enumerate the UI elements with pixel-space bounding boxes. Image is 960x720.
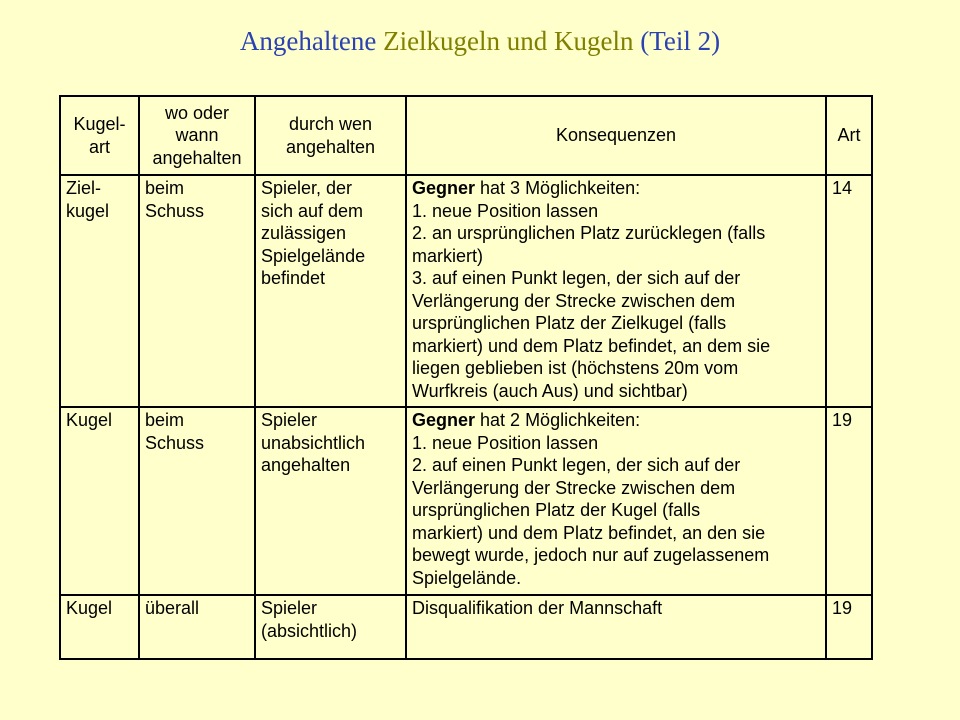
cell-durch-wen: Spieler unabsichtlich angehalten bbox=[255, 407, 406, 595]
title-part-3: (Teil 2) bbox=[640, 26, 721, 56]
konsequenzen-rest: hat 2 Möglichkeiten: bbox=[475, 410, 641, 430]
header-kugelart: Kugel- art bbox=[60, 96, 139, 175]
cell-kugelart: Ziel- kugel bbox=[60, 175, 139, 407]
cell-konsequenzen bbox=[406, 407, 826, 595]
cell-kugelart: Kugel bbox=[60, 595, 139, 659]
cell-art: 19 bbox=[826, 595, 872, 659]
cell-wo-wann: beim Schuss bbox=[139, 407, 255, 595]
konsequenzen-text: Disqualifikation der Mannschaft bbox=[412, 598, 663, 618]
cell-art: 19 bbox=[826, 407, 872, 595]
konsequenzen-text: 1. neue Position lassen 2. an ursprünglichen Platz zurücklegen (falls markiert) 3. auf einen Punkt legen, der sich auf der Verlängerung der Strecke zwischen dem ursprünglichen Platz der Zielkugel (falls markiert) und dem Platz befindet, an dem sie liegen geblieben ist (höchstens 20m vom Wurfkreis (auch Aus) und sichtbar) bbox=[412, 200, 771, 401]
konsequenzen-text: 1. neue Position lassen 2. auf einen Punkt legen, der sich auf der Verlängerung der Strecke zwischen dem ursprünglichen Platz der Kugel (falls markiert) und dem Platz befindet, an den sie bewegt wurde, jedoch nur auf zugelassenem Spielgelände. bbox=[412, 432, 770, 588]
table-row bbox=[60, 595, 872, 659]
konsequenzen-bold: Gegner bbox=[412, 178, 476, 198]
cell-wo-wann: beim Schuss bbox=[139, 175, 255, 407]
cell-wo-wann: überall bbox=[139, 595, 255, 659]
cell-konsequenzen bbox=[406, 595, 826, 659]
title-part-2: Zielkugeln und Kugeln bbox=[383, 26, 634, 56]
table-row bbox=[60, 407, 872, 595]
table-row bbox=[60, 175, 872, 407]
header-wo-wann: wo oder wann angehalten bbox=[139, 96, 255, 175]
konsequenzen-bold: Gegner bbox=[412, 410, 476, 430]
cell-durch-wen: Spieler, der sich auf dem zulässigen Spielgelände befindet bbox=[255, 175, 406, 407]
header-konsequenzen: Konsequenzen bbox=[406, 96, 826, 175]
konsequenzen-rest: hat 3 Möglichkeiten: bbox=[475, 178, 641, 198]
header-row bbox=[60, 96, 872, 175]
cell-kugelart: Kugel bbox=[60, 407, 139, 595]
cell-durch-wen: Spieler (absichtlich) bbox=[255, 595, 406, 659]
cell-konsequenzen bbox=[406, 175, 826, 407]
header-durch-wen: durch wen angehalten bbox=[255, 96, 406, 175]
page-title bbox=[0, 26, 960, 57]
cell-art: 14 bbox=[826, 175, 872, 407]
rules-table bbox=[59, 95, 873, 660]
title-part-1: Angehaltene bbox=[239, 26, 377, 56]
header-art: Art bbox=[826, 96, 872, 175]
konsequenzen-intro bbox=[412, 409, 820, 432]
konsequenzen-intro bbox=[412, 177, 820, 200]
